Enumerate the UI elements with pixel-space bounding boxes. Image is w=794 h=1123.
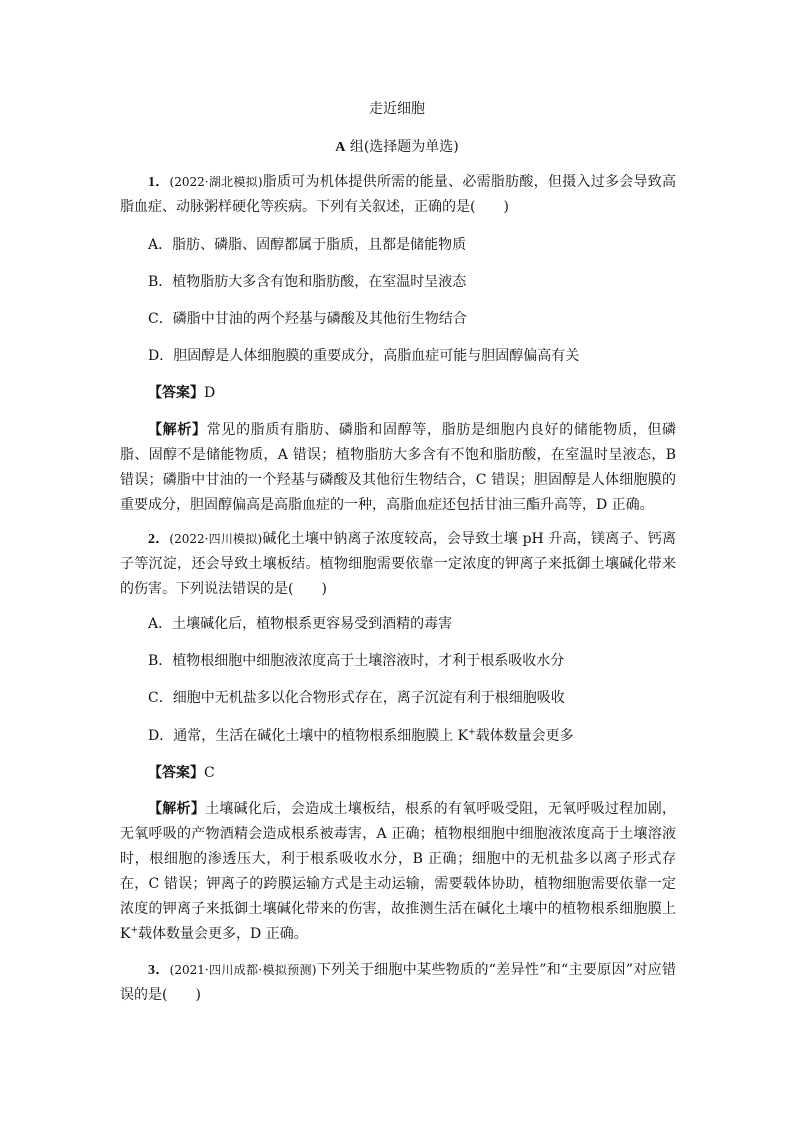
option-d-text: D．通常，生活在碱化土壤中的植物根系细胞膜上 K	[148, 728, 469, 744]
section-subtitle-text: 组(选择题为单选)	[345, 139, 459, 155]
question-2-analysis	[120, 797, 676, 947]
question-2-option-d	[148, 726, 688, 746]
analysis-tag: 【解析】	[148, 801, 206, 817]
question-3-source: (2021·四川成都·模拟预测)	[169, 963, 317, 977]
question-1-text: 脂质可为机体提供所需的能量、必需脂肪酸，但摄入过多会导致高脂血症、动脉粥样硬化等疾病。下列有关叙述，正确的是( )	[120, 174, 677, 215]
answer-value: C	[204, 765, 215, 781]
question-1-answer	[148, 383, 688, 403]
question-1-source: (2022·湖北模拟)	[169, 175, 263, 189]
analysis-superscript: +	[130, 925, 139, 936]
question-2-answer	[148, 763, 688, 783]
question-1-option-a: A．脂肪、磷脂、固醇都属于脂质，且都是储能物质	[148, 237, 467, 253]
answer-tag: 【答案】	[148, 385, 204, 401]
question-2-option-c: C．细胞中无机盐多以化合物形式存在，离子沉淀有利于根细胞吸收	[148, 690, 565, 706]
analysis-text: 土壤碱化后，会造成土壤板结，根系的有氧呼吸受阻，无氧呼吸过程加剧，无氧呼吸的产物酒精会造成根系被毒害，A 正确；植物根细胞中细胞液浓度高于土壤溶液时，根细胞的渗透压大，利于根系吸收水分，B 正确；细胞中的无机盐多以离子形式存在，C 错误；钾离子的跨膜运输方式是主动运输，需要载体协助，植物细胞需要依靠一定浓度的钾离子来抵御土壤碱化带来的伤害，故推测生活在碱化土壤中的植物根系细胞膜上 K	[120, 801, 677, 942]
section-letter: A	[335, 140, 346, 155]
option-d-superscript: +	[468, 727, 476, 738]
analysis-text-end: 载体数量会更多，D 正确。	[138, 926, 308, 942]
analysis-tag: 【解析】	[148, 422, 207, 438]
question-1-option-b: B．植物脂肪大多含有饱和脂肪酸，在室温时呈液态	[148, 274, 467, 290]
option-d-text-end: 载体数量会更多	[475, 728, 574, 744]
question-2-number: 2．	[148, 532, 170, 547]
question-2-text: 碱化土壤中钠离子浓度较高，会导致土壤 pH 升高，镁离子、钙离子等沉淀，还会导致土壤板结。植物细胞需要依靠一定浓度的钾离子来抵御土壤碱化带来的伤害。下列说法错误的是( )	[120, 531, 676, 597]
question-2-stem	[120, 527, 676, 602]
question-1-stem	[120, 170, 676, 220]
question-2-option-b: B．植物根细胞中细胞液浓度高于土壤溶液时，才利于根系吸收水分	[148, 653, 565, 669]
question-2-option-a: A．土壤碱化后，植物根系更容易受到酒精的毒害	[148, 616, 453, 632]
question-1-option-d: D．胆固醇是人体细胞膜的重要成分，高脂血症可能与胆固醇偏高有关	[148, 348, 580, 364]
question-1-option-c: C．磷脂中甘油的两个羟基与磷酸及其他衍生物结合	[148, 311, 467, 327]
answer-value: D	[204, 385, 216, 401]
question-3-text: 下列关于细胞中某些物质的“差异性”和“主要原因”对应错误的是( )	[120, 962, 676, 1003]
question-1-analysis	[120, 418, 676, 518]
question-3-stem	[120, 958, 676, 1008]
question-2-source: (2022·四川模拟)	[169, 532, 263, 546]
answer-tag: 【答案】	[148, 765, 204, 781]
analysis-text: 常见的脂质有脂肪、磷脂和固醇等，脂肪是细胞内良好的储能物质，但磷脂、固醇不是储能物质，A 错误；植物脂肪大多含有不饱和脂肪酸，在室温时呈液态，B 错误；磷脂中甘油的一个羟基与磷酸及其他衍生物结合，C 错误；胆固醇是人体细胞膜的重要成分，胆固醇偏高是高脂血症的一种，高脂血症还包括甘油三酯升高等，D 正确。	[120, 422, 677, 513]
section-subtitle	[0, 136, 794, 156]
question-3-number: 3．	[148, 963, 170, 978]
page-title: 走近细胞	[369, 101, 425, 117]
question-1-number: 1．	[148, 175, 170, 190]
